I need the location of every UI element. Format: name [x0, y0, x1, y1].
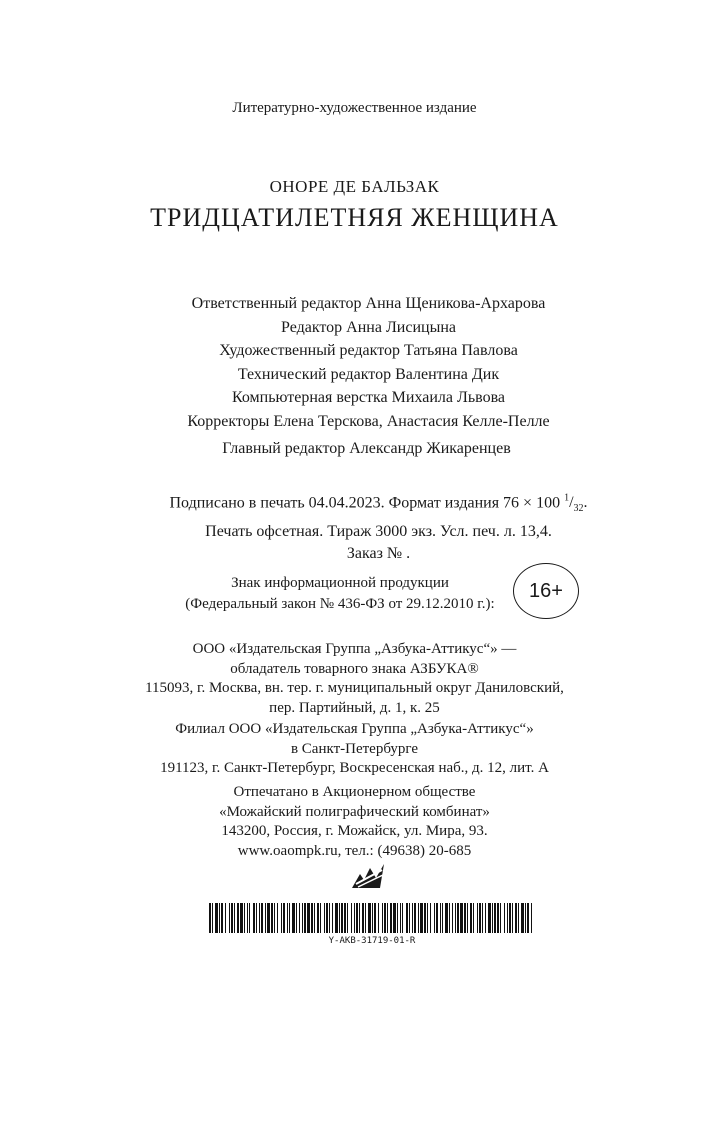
printing-format: Подписано в печать 04.04.2023. Формат издания 76 × 100 — [169, 494, 561, 512]
publisher-line: 115093, г. Москва, вн. тер. г. муниципальный округ Даниловский, — [145, 680, 564, 696]
printing-line-1 — [24, 488, 709, 521]
credit-line: Компьютерная верстка Михаила Львова — [231, 389, 506, 406]
printer-line: www.oaompk.ru, тел.: (49638) 20-685 — [237, 842, 472, 859]
branch-block — [0, 720, 709, 779]
publisher-line: пер. Партийный, д. 1, к. 25 — [269, 699, 440, 716]
printer-line: «Можайский полиграфический комбинат» — [219, 803, 490, 820]
credit-line: Ответственный редактор Анна Щеникова-Архарова — [191, 295, 546, 312]
publisher-line: обладатель товарного знака АЗБУКА® — [230, 660, 479, 677]
printer-line: Отпечатано в Акционерном обществе — [233, 784, 476, 800]
author-name: ОНОРЕ ДЕ БАЛЬЗАК — [269, 177, 440, 196]
printer-block — [0, 783, 709, 861]
credit-line: Редактор Анна Лисицына — [281, 318, 456, 336]
info-sign-text — [160, 573, 520, 615]
edition-type: Литературно-художественное издание — [232, 100, 477, 116]
publisher-line: ООО «Издательская Группа „Азбука-Аттикус“» — — [192, 641, 517, 657]
branch-line: Филиал ООО «Издательская Группа „Азбука-Аттикус“» — [175, 721, 534, 737]
credit-line: Художественный редактор Татьяна Павлова — [219, 342, 518, 359]
age-rating-badge: 16+ — [513, 563, 579, 619]
printer-line: 143200, Россия, г. Можайск, ул. Мира, 93. — [221, 823, 488, 839]
book-title: ТРИДЦАТИЛЕТНЯЯ ЖЕНЩИНА — [150, 203, 559, 232]
chief-editor: Главный редактор Александр Жикаренцев — [222, 440, 511, 457]
publisher-logo-icon — [350, 862, 386, 890]
credit-line: Технический редактор Валентина Дик — [237, 365, 500, 383]
printing-line-2: Печать офсетная. Тираж 3000 экз. Усл. печ. л. 13,4. — [205, 522, 552, 540]
credits-block — [14, 292, 709, 433]
info-sign-line-1: Знак информационной продукции — [231, 575, 449, 591]
publisher-block — [0, 640, 709, 718]
printing-info — [24, 488, 709, 565]
branch-line: в Санкт-Петербурге — [290, 740, 419, 757]
barcode-icon — [209, 903, 535, 933]
credit-line: Корректоры Елена Терскова, Анастасия Келле-Пелле — [187, 412, 550, 430]
printing-line-3: Заказ № . — [346, 544, 411, 562]
barcode-code: Y-AKB-31719-01-R — [328, 936, 416, 946]
info-sign-line-2: (Федеральный закон № 436-ФЗ от 29.12.2010 г.): — [185, 596, 495, 612]
format-fraction: $^1/_{32}$. — [564, 493, 588, 515]
branch-line: 191123, г. Санкт-Петербург, Воскресенская наб., д. 12, лит. А — [160, 760, 549, 776]
